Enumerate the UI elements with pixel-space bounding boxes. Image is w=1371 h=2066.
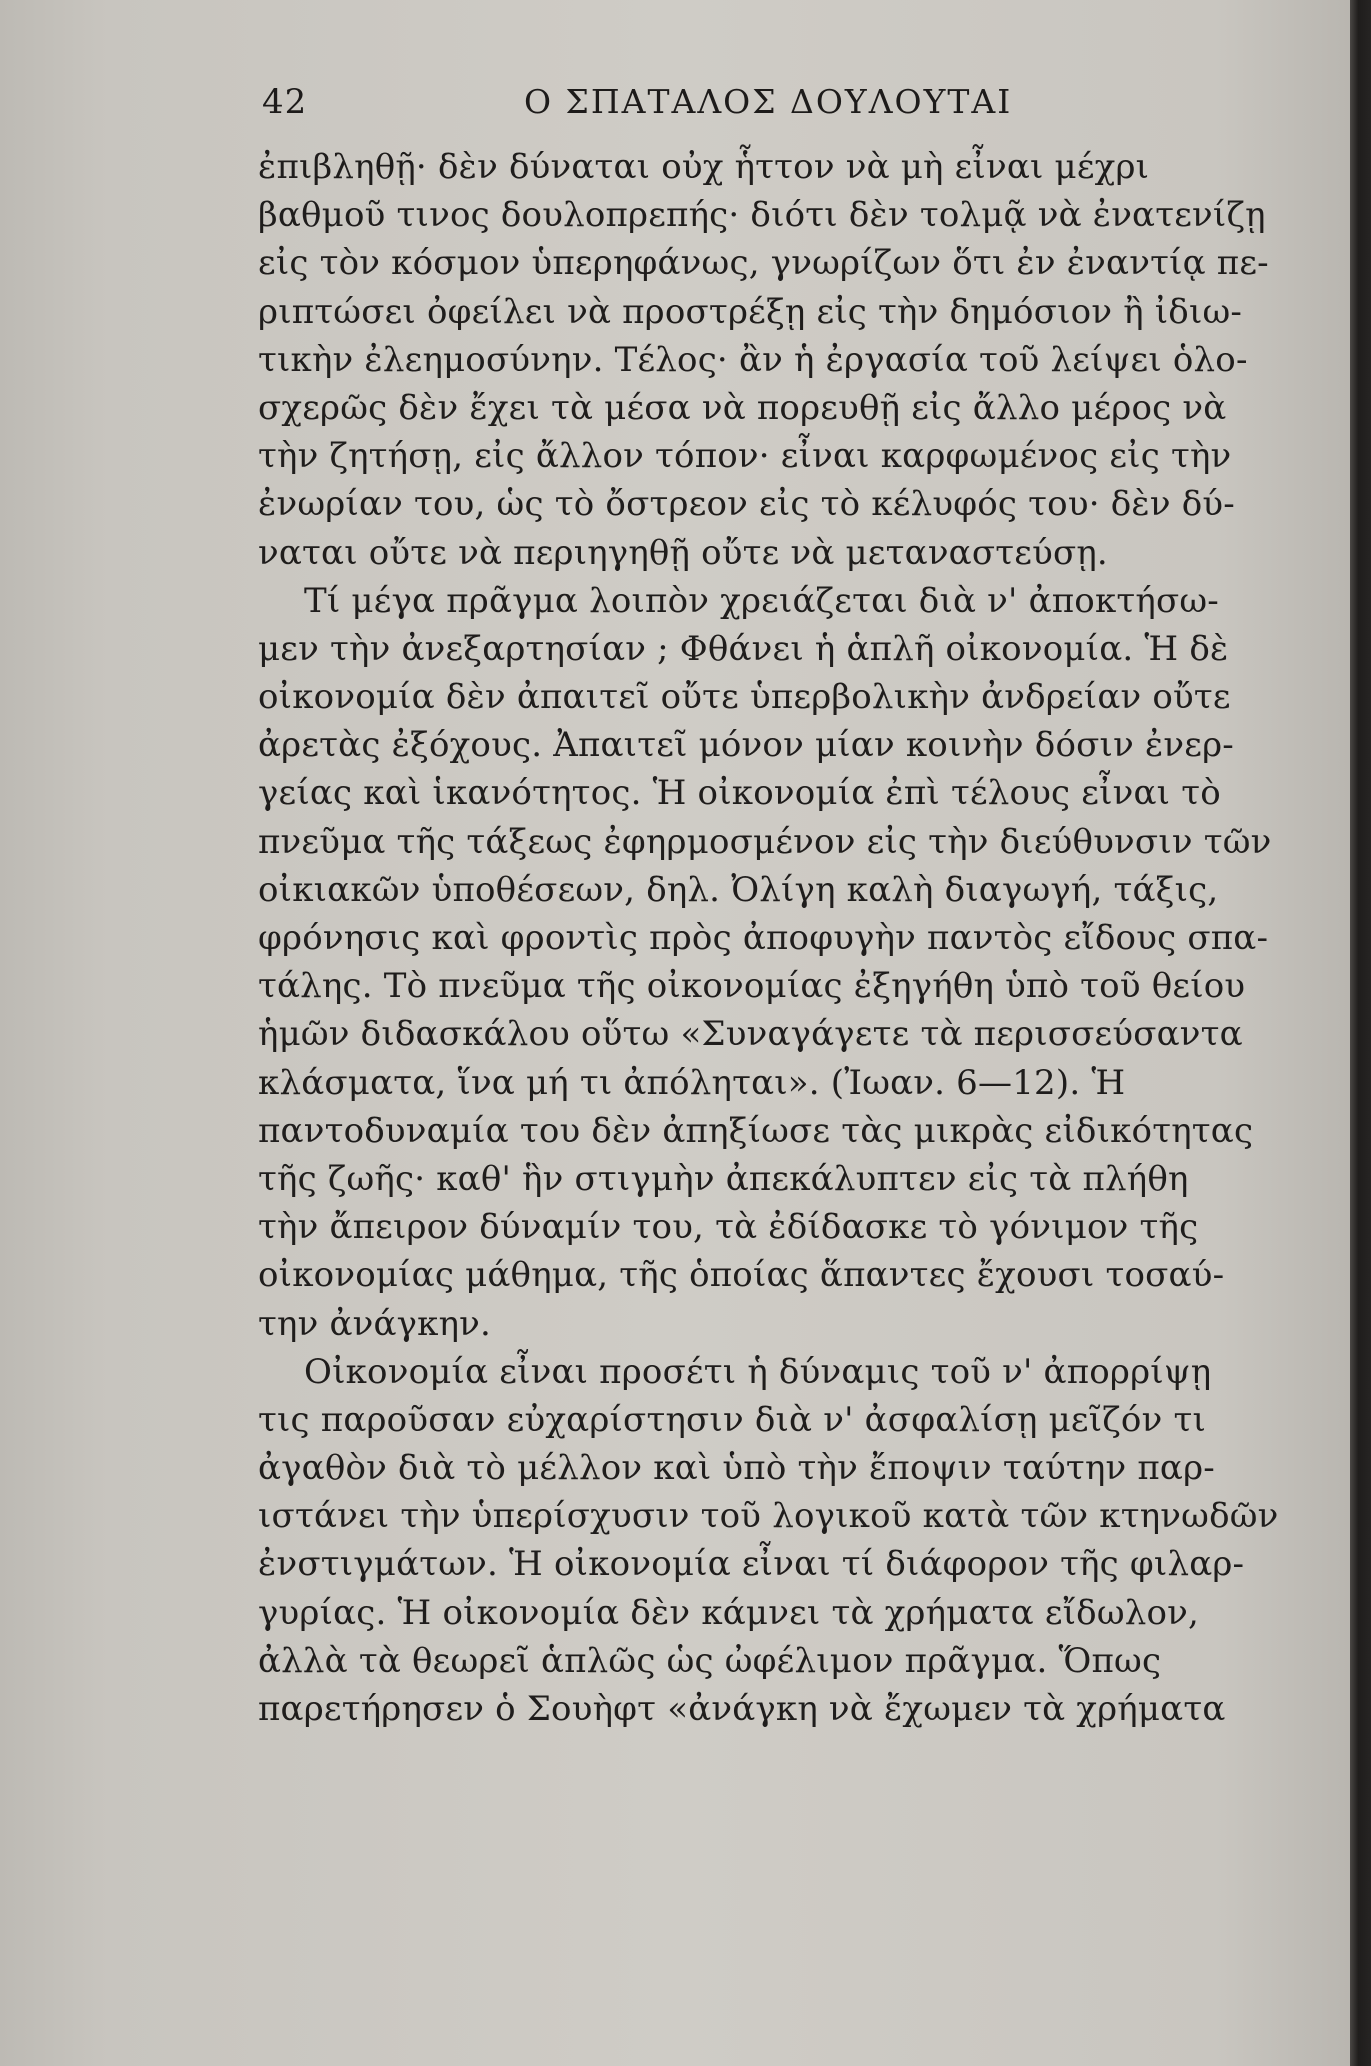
page-header bbox=[262, 82, 1262, 132]
text-line: τὴν ἄπειρον δύναμίν του, τὰ ἐδίδασκε τὸ γόνιμον τῆς bbox=[258, 1207, 1199, 1248]
text-line: ἡμῶν διδασκάλου οὕτω «Συναγάγετε τὰ περισσεύσαντα bbox=[258, 1014, 1243, 1055]
text-line: μεν τὴν ἀνεξαρτησίαν ; Φθάνει ἡ ἁπλῆ οἰκονομία. Ἡ δὲ bbox=[258, 628, 1229, 669]
text-line: ἐνωρίαν του, ὡς τὸ ὄστρεον εἰς τὸ κέλυφός του· δὲν δύ- bbox=[258, 484, 1235, 525]
running-title: Ο ΣΠΑΤΑΛΟΣ ΔΟΥΛΟΥΤΑΙ bbox=[524, 82, 1013, 121]
paragraph-start-line: Οἰκονομία εἶναι προσέτι ἡ δύναμις τοῦ ν' ἀπορρίψῃ bbox=[304, 1351, 1212, 1392]
text-line: εἰς τὸν κόσμον ὑπερηφάνως, γνωρίζων ὅτι ἐν ἐναντίᾳ πε- bbox=[258, 243, 1269, 284]
text-line: τικὴν ἐλεημοσύνην. Τέλος· ἂν ἡ ἐργασία τοῦ λείψει ὁλο- bbox=[258, 339, 1248, 380]
text-line: ἀγαθὸν διὰ τὸ μέλλον καὶ ὑπὸ τὴν ἔποψιν ταύτην παρ- bbox=[258, 1448, 1215, 1489]
text-line: γείας καὶ ἱκανότητος. Ἡ οἰκονομία ἐπὶ τέλους εἶναι τὸ bbox=[258, 773, 1221, 814]
text-line: ἐνστιγμάτων. Ἡ οἰκονομία εἶναι τί διάφορον τῆς φιλαρ- bbox=[258, 1544, 1245, 1585]
text-line: τὴν ζητήσῃ, εἰς ἄλλον τόπον· εἶναι καρφωμένος εἰς τὴν bbox=[258, 436, 1232, 477]
page-edge-shadow bbox=[1350, 0, 1371, 2066]
text-line: γυρίας. Ἡ οἰκονομία δὲν κάμνει τὰ χρήματα εἴδωλον, bbox=[258, 1592, 1200, 1633]
text-line: φρόνησις καὶ φροντὶς πρὸς ἀποφυγὴν παντὸς εἴδους σπα- bbox=[258, 918, 1269, 958]
text-line: ιστάνει τὴν ὑπερίσχυσιν τοῦ λογικοῦ κατὰ τῶν κτηνωδῶν bbox=[258, 1496, 1279, 1537]
text-line: κλάσματα, ἵνα μή τι ἀπόληται». (Ἰωαν. 6—12). Ἡ bbox=[258, 1062, 1126, 1103]
text-line: πνεῦμα τῆς τάξεως ἐφηρμοσμένον εἰς τὴν διεύθυνσιν τῶν bbox=[258, 821, 1272, 862]
text-line: σχερῶς δὲν ἔχει τὰ μέσα νὰ πορευθῇ εἰς ἄλλο μέρος νὰ bbox=[258, 387, 1227, 428]
text-line: την ἀνάγκην. bbox=[258, 1303, 492, 1344]
text-line: βαθμοῦ τινος δουλοπρεπής· διότι δὲν τολμᾷ νὰ ἐνατενίζῃ bbox=[258, 195, 1266, 236]
page-number: 42 bbox=[262, 82, 308, 122]
paragraph-start-line: Τί μέγα πρᾶγμα λοιπὸν χρειάζεται διὰ ν' ἀποκτήσω- bbox=[304, 580, 1220, 621]
text-line: τις παροῦσαν εὐχαρίστησιν διὰ ν' ἀσφαλίσῃ μεῖζόν τι bbox=[258, 1399, 1206, 1440]
text-line: οἰκιακῶν ὑποθέσεων, δηλ. Ὀλίγη καλὴ διαγωγή, τάξις, bbox=[258, 869, 1219, 910]
text-line: ἀρετὰς ἐξόχους. Ἀπαιτεῖ μόνον μίαν κοινὴν δόσιν ἐνερ- bbox=[258, 725, 1234, 766]
body-text bbox=[258, 143, 1288, 1733]
text-line: παντοδυναμία του δὲν ἀπηξίωσε τὰς μικρὰς εἰδικότητας bbox=[258, 1110, 1254, 1151]
text-line: παρετήρησεν ὁ Σουὴφτ «ἀνάγκη νὰ ἔχωμεν τὰ χρήματα bbox=[258, 1689, 1226, 1729]
text-line: τάλης. Τὸ πνεῦμα τῆς οἰκονομίας ἐξηγήθη ὑπὸ τοῦ θείου bbox=[258, 966, 1246, 1007]
text-line: οἰκονομίας μάθημα, τῆς ὁποίας ἅπαντες ἔχουσι τοσαύ- bbox=[258, 1255, 1225, 1296]
text-line: οἰκονομία δὲν ἀπαιτεῖ οὔτε ὑπερβολικὴν ἀνδρείαν οὔτε bbox=[258, 677, 1231, 718]
text-line: τῆς ζωῆς· καθ' ἣν στιγμὴν ἀπεκάλυπτεν εἰς τὰ πλήθη bbox=[258, 1158, 1189, 1199]
text-line: ἀλλὰ τὰ θεωρεῖ ἁπλῶς ὡς ὠφέλιμον πρᾶγμα. Ὅπως bbox=[258, 1640, 1162, 1681]
text-line: ἐπιβληθῇ· δὲν δύναται οὐχ ἧττον νὰ μὴ εἶναι μέχρι bbox=[258, 147, 1150, 187]
text-line: ναται οὔτε νὰ περιηγηθῇ οὔτε νὰ μεταναστεύσῃ. bbox=[258, 532, 1108, 573]
text-line: ριπτώσει ὀφείλει νὰ προστρέξῃ εἰς τὴν δημόσιον ἢ ἰδιω- bbox=[258, 291, 1243, 332]
